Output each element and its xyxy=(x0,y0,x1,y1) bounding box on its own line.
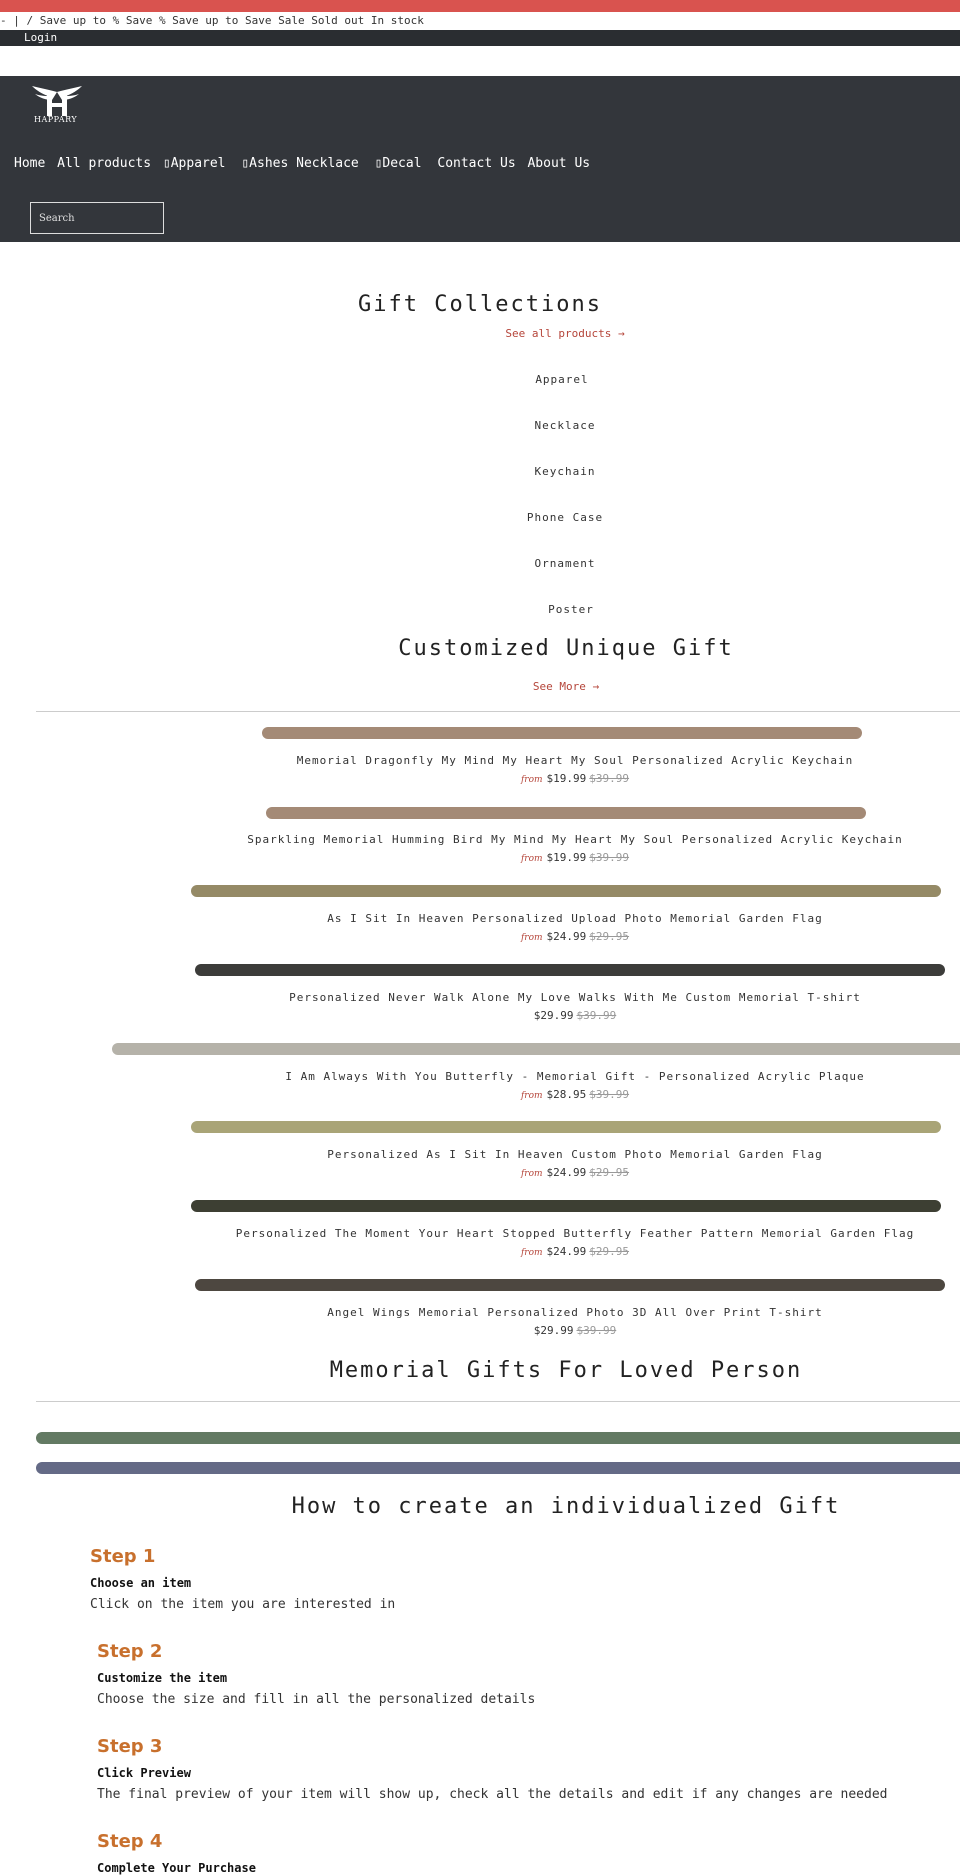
nav-about-us[interactable]: About Us xyxy=(527,156,591,171)
step-2-desc: Choose the size and fill in all the personalized details xyxy=(97,1692,536,1707)
product-image-1[interactable] xyxy=(262,727,862,739)
see-all-products-link[interactable]: See all products → xyxy=(505,327,625,340)
nav-apparel[interactable]: ▯Apparel xyxy=(162,156,226,171)
brand-name: HAPPARY xyxy=(34,115,78,124)
product-price-6: from $24.99 $29.95 xyxy=(520,1166,630,1179)
divider xyxy=(36,1401,960,1402)
product-image-8[interactable] xyxy=(195,1279,945,1291)
collection-poster[interactable]: Poster xyxy=(548,603,594,616)
step-1-desc: Click on the item you are interested in xyxy=(90,1597,396,1612)
collection-ornament[interactable]: Ornament xyxy=(534,557,596,570)
product-title-4[interactable]: Personalized Never Walk Alone My Love Walks With Me Custom Memorial T-shirt xyxy=(289,991,861,1004)
search-box xyxy=(30,202,164,234)
product-image-5[interactable] xyxy=(112,1043,960,1055)
product-title-5[interactable]: I Am Always With You Butterfly - Memorial Gift - Personalized Acrylic Plaque xyxy=(285,1070,865,1083)
product-title-1[interactable]: Memorial Dragonfly My Mind My Heart My Soul Personalized Acrylic Keychain xyxy=(296,754,854,767)
collection-keychain[interactable]: Keychain xyxy=(534,465,596,478)
step-2-subtitle: Customize the item xyxy=(97,1671,228,1685)
product-image-2[interactable] xyxy=(266,807,866,819)
product-title-2[interactable]: Sparkling Memorial Humming Bird My Mind My Heart My Soul Personalized Acrylic Keychain xyxy=(247,833,903,846)
login-link[interactable]: Login xyxy=(24,31,58,44)
collection-apparel[interactable]: Apparel xyxy=(535,373,589,386)
product-price-5: from $28.95 $39.99 xyxy=(520,1088,630,1101)
main-nav xyxy=(14,156,594,171)
step-3-title: Step 3 xyxy=(97,1736,163,1757)
memorial-title: Memorial Gifts For Loved Person xyxy=(329,1358,803,1383)
nav-decal[interactable]: ▯Decal xyxy=(374,156,422,171)
product-price-3: from $24.99 $29.95 xyxy=(520,930,630,943)
product-price-2: from $19.99 $39.99 xyxy=(520,851,630,864)
step-1-title: Step 1 xyxy=(90,1546,156,1567)
collection-necklace[interactable]: Necklace xyxy=(534,419,596,432)
collection-phone-case[interactable]: Phone Case xyxy=(526,511,604,524)
announcement-bar xyxy=(0,0,960,12)
product-title-8[interactable]: Angel Wings Memorial Personalized Photo 3D All Over Print T-shirt xyxy=(327,1306,823,1319)
nav-home[interactable]: Home xyxy=(14,156,46,171)
step-2-title: Step 2 xyxy=(97,1641,163,1662)
login-bar xyxy=(0,30,960,46)
product-image-6[interactable] xyxy=(191,1121,941,1133)
product-title-3[interactable]: As I Sit In Heaven Personalized Upload Photo Memorial Garden Flag xyxy=(327,912,823,925)
template-strings: - | / Save up to % Save % Save up to Save Sale Sold out In stock xyxy=(0,14,424,27)
product-title-7[interactable]: Personalized The Moment Your Heart Stopped Butterfly Feather Pattern Memorial Garden Flag xyxy=(235,1227,915,1240)
site-header xyxy=(0,76,960,242)
step-4-subtitle: Complete Your Purchase xyxy=(97,1861,256,1875)
step-3-subtitle: Click Preview xyxy=(97,1766,191,1780)
step-1-subtitle: Choose an item xyxy=(90,1576,192,1590)
nav-contact-us[interactable]: Contact Us xyxy=(437,156,516,171)
nav-ashes-necklace[interactable]: ▯Ashes Necklace xyxy=(241,156,359,171)
search-input[interactable] xyxy=(31,203,163,233)
gift-collections-title: Gift Collections xyxy=(358,292,602,317)
product-price-8: $29.99 $39.99 xyxy=(533,1324,617,1337)
divider xyxy=(36,711,960,712)
memorial-image-1[interactable] xyxy=(36,1432,960,1444)
product-image-3[interactable] xyxy=(191,885,941,897)
product-price-4: $29.99 $39.99 xyxy=(533,1009,617,1022)
step-4-title: Step 4 xyxy=(97,1831,163,1852)
product-image-4[interactable] xyxy=(195,964,945,976)
nav-all-products[interactable]: All products xyxy=(57,156,152,171)
product-price-7: from $24.99 $29.95 xyxy=(520,1245,630,1258)
see-more-link[interactable]: See More → xyxy=(532,680,600,693)
step-3-desc: The final preview of your item will show up, check all the details and edit if any changes are needed xyxy=(97,1787,888,1802)
product-image-7[interactable] xyxy=(191,1200,941,1212)
how-to-title: How to create an individualized Gift xyxy=(291,1494,841,1519)
product-price-1: from $19.99 $39.99 xyxy=(520,772,630,785)
memorial-image-2[interactable] xyxy=(36,1462,960,1474)
customized-title: Customized Unique Gift xyxy=(398,636,734,661)
product-title-6[interactable]: Personalized As I Sit In Heaven Custom Photo Memorial Garden Flag xyxy=(327,1148,823,1161)
